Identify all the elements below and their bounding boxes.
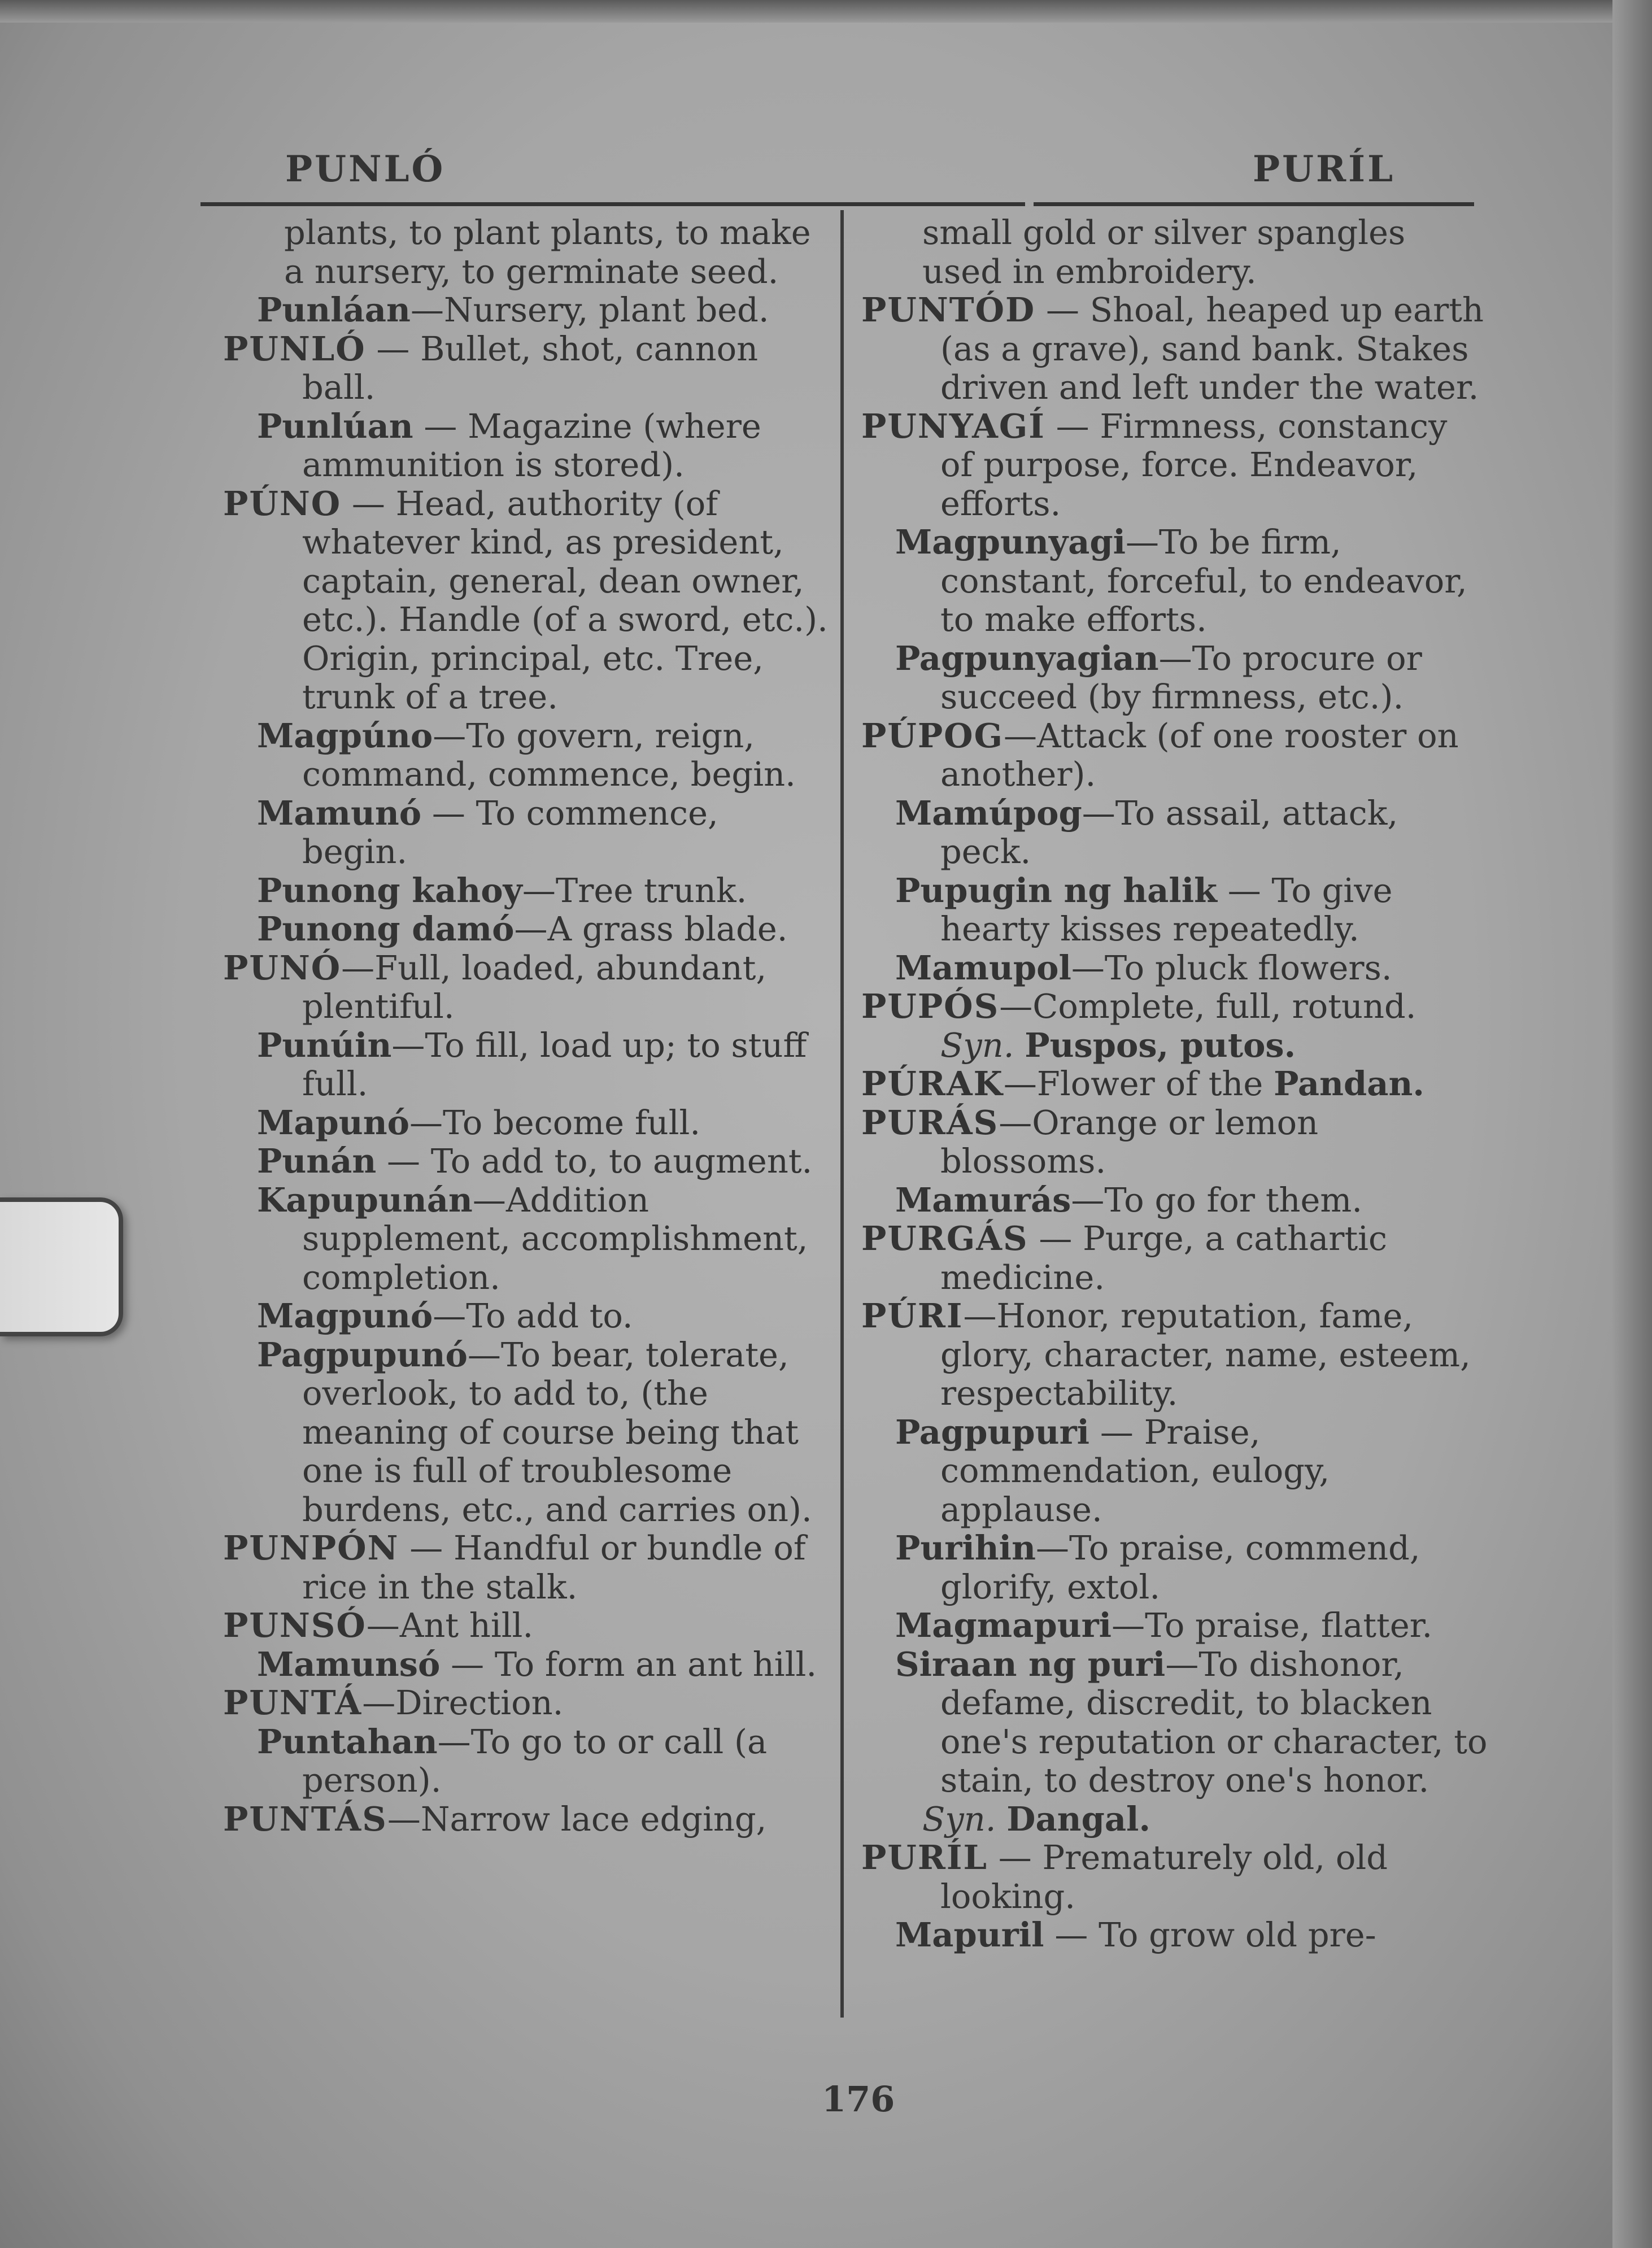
subentry-text: —To be firm, constant, forceful, to endeavor, to make efforts. xyxy=(940,522,1467,639)
headword: PÚRI xyxy=(861,1296,964,1335)
entry xyxy=(223,330,833,407)
column-divider xyxy=(840,210,844,2018)
definition: — Head, authority (of whatever kind, as president, captain, general, dean owner, etc.). Handle (of a sword, etc.). Origin, principal, etc. Tree, trunk of a tree. xyxy=(302,483,828,716)
subentry-word: Puntahan xyxy=(257,1722,438,1761)
definition: —Direction. xyxy=(362,1683,564,1722)
subentry-word: Magpunó xyxy=(257,1296,433,1335)
headword: PURGÁS xyxy=(861,1219,1028,1258)
headword: PUPÓS xyxy=(861,987,1000,1026)
subentry-word: Mapunó xyxy=(257,1103,409,1142)
headword: PUNTÁ xyxy=(223,1683,363,1722)
definition: —Narrow lace edging, xyxy=(387,1799,767,1839)
subentry-text: —To govern, reign, command, commence, begin. xyxy=(302,716,796,794)
subentry xyxy=(223,1645,833,1684)
entry xyxy=(861,291,1488,407)
headword: PUNTÓD xyxy=(861,290,1036,329)
entry xyxy=(861,1219,1488,1297)
subentry-word: Punláan xyxy=(257,290,411,329)
entry-continuation: plants, to plant plants, to make a nursery, to germinate seed. xyxy=(284,213,811,291)
definition: — Purge, a cathartic medicine. xyxy=(940,1219,1388,1297)
subentry xyxy=(223,407,833,485)
subentry-word: Magpúno xyxy=(257,716,433,755)
entry xyxy=(861,1065,1488,1104)
entry xyxy=(861,1839,1488,1916)
right-column xyxy=(861,214,1488,1955)
subentry-text: — To give hearty kisses repeatedly. xyxy=(940,870,1393,948)
page-number: 176 xyxy=(822,2079,895,2120)
subentry xyxy=(223,794,833,872)
synonym-label: Syn. xyxy=(940,1025,1014,1065)
entry xyxy=(223,1800,833,1839)
headword: PURÍL xyxy=(861,1838,988,1877)
subentry xyxy=(223,872,833,910)
subentry-word: Mamunsó xyxy=(257,1644,441,1684)
synonym-label: Syn. xyxy=(922,1799,996,1839)
subentry-word: Punúin xyxy=(257,1025,392,1065)
subentry-text: —To fill, load up; to stuff full. xyxy=(302,1025,807,1103)
subentry xyxy=(223,1026,833,1104)
subentry xyxy=(861,794,1488,872)
subentry-text: —A grass blade. xyxy=(514,909,788,948)
entry xyxy=(861,1297,1488,1413)
entry xyxy=(223,485,833,717)
subentry xyxy=(861,1529,1488,1606)
entry-continuation: small gold or silver spangles used in embroidery. xyxy=(922,213,1406,291)
definition: —Honor, reputation, fame, glory, character, name, esteem, respectability. xyxy=(940,1296,1471,1413)
subentry-word: Mamúpog xyxy=(895,793,1082,833)
subentry xyxy=(223,1181,833,1297)
subentry-word: Pagpupuri xyxy=(895,1412,1090,1452)
subentry-word: Punlúan xyxy=(257,406,413,446)
entry xyxy=(861,1104,1488,1181)
subentry-word: Mapuril xyxy=(895,1915,1044,1954)
subentry-word: Pagpunyagian xyxy=(895,638,1159,678)
subentry xyxy=(861,1916,1488,1955)
subentry-word: Pupugin ng halik xyxy=(895,870,1218,910)
running-head-right: PURÍL xyxy=(1253,148,1396,190)
subentry-word: Magpunyagi xyxy=(895,522,1126,561)
definition: —Orange or lemon blossoms. xyxy=(940,1103,1319,1180)
definition: — Firmness, constancy of purpose, force. Endeavor, efforts. xyxy=(940,406,1448,523)
subentry-text: —To assail, attack, peck. xyxy=(940,793,1398,871)
subentry-word: Mamupol xyxy=(895,948,1071,987)
left-column xyxy=(223,214,833,1839)
subentry xyxy=(861,1413,1488,1530)
synonym-words: Dangal. xyxy=(1006,1799,1151,1839)
subentry xyxy=(223,1104,833,1143)
definition-bold-word: Pandan. xyxy=(1274,1064,1424,1103)
subentry-word: Magmapuri xyxy=(895,1606,1112,1645)
subentry xyxy=(223,1723,833,1800)
subentry-text: — To grow old pre- xyxy=(1044,1915,1376,1954)
subentry-text: —To dishonor, defame, discredit, to blacken one's reputation or character, to stain, to destroy one's honor. xyxy=(940,1644,1488,1800)
synonym-line xyxy=(861,1800,1488,1839)
subentry-text: —To bear, tolerate, overlook, to add to, (the meaning of course being that one is full of troublesome burdens, etc., and carries on). xyxy=(302,1335,812,1529)
definition: — Handful or bundle of rice in the stalk. xyxy=(302,1528,806,1606)
entry xyxy=(861,407,1488,524)
subentry xyxy=(223,1297,833,1336)
entry xyxy=(223,1529,833,1606)
subentry xyxy=(223,1142,833,1181)
header-rule xyxy=(1034,202,1474,206)
headword: PÚPOG xyxy=(861,716,1004,755)
subentry-word: Purihin xyxy=(895,1528,1036,1567)
definition: — Prematurely old, old looking. xyxy=(940,1838,1388,1916)
subentry xyxy=(861,872,1488,949)
definition: —Ant hill. xyxy=(366,1606,534,1645)
subentry-text: — Magazine (where ammunition is stored). xyxy=(302,406,761,484)
running-head-left: PUNLÓ xyxy=(285,148,446,190)
subentry-text: —To pluck flowers. xyxy=(1071,948,1392,987)
headword: PUNPÓN xyxy=(223,1528,399,1567)
definition: —Flower of the xyxy=(1003,1064,1274,1103)
subentry-text: —To add to. xyxy=(433,1296,633,1335)
headword: PUNÓ xyxy=(223,948,342,987)
definition: —Full, loaded, abundant, plentiful. xyxy=(302,948,767,1026)
headword: PUNSÓ xyxy=(223,1606,367,1645)
subentry-text: —To procure or succeed (by firmness, etc.). xyxy=(940,638,1422,716)
subentry-text: —To praise, flatter. xyxy=(1111,1606,1433,1645)
subentry-text: —Addition supplement, accomplishment, completion. xyxy=(302,1180,808,1297)
bookmark-tab xyxy=(0,1197,123,1336)
subentry-text: — To form an ant hill. xyxy=(440,1644,817,1684)
subentry-text: — Praise, commendation, eulogy, applause. xyxy=(940,1412,1330,1529)
subentry-word: Kapupunán xyxy=(257,1180,473,1219)
subentry-word: Mamunó xyxy=(257,793,422,833)
subentry-text: —To praise, commend, glorify, extol. xyxy=(940,1528,1420,1606)
subentry xyxy=(223,1336,833,1530)
subentry-text: —To go for them. xyxy=(1071,1180,1363,1219)
subentry xyxy=(861,639,1488,717)
headword: PUNYAGÍ xyxy=(861,406,1045,446)
definition: —Attack (of one rooster on another). xyxy=(940,716,1459,794)
subentry-word: Siraan ng puri xyxy=(895,1644,1166,1684)
entry xyxy=(223,1684,833,1723)
headword: PUNLÓ xyxy=(223,329,366,368)
subentry-word: Punong kahoy xyxy=(257,870,522,910)
subentry-text: — To add to, to augment. xyxy=(376,1142,813,1180)
subentry-word: Pagpupunó xyxy=(257,1335,468,1374)
subentry-word: Punong damó xyxy=(257,909,515,948)
subentry-text: —Tree trunk. xyxy=(522,870,747,910)
headword: PUNTÁS xyxy=(223,1799,387,1839)
definition: —Complete, full, rotund. xyxy=(999,987,1416,1026)
subentry-text: — To commence, begin. xyxy=(302,793,718,871)
subentry-word: Punán xyxy=(257,1142,377,1180)
subentry xyxy=(861,1181,1488,1220)
subentry-text: —Nursery, plant bed. xyxy=(410,290,769,329)
page-top-shadow xyxy=(0,0,1652,23)
headword: PÚRAK xyxy=(861,1064,1004,1103)
subentry-text: —To become full. xyxy=(409,1103,701,1142)
subentry xyxy=(861,1645,1488,1800)
entry xyxy=(223,949,833,1026)
headword: PURÁS xyxy=(861,1103,999,1142)
definition: — Bullet, shot, cannon ball. xyxy=(302,329,759,407)
page-edge-shadow xyxy=(1612,0,1652,2248)
synonym-words: Puspos, putos. xyxy=(1025,1025,1296,1065)
entry xyxy=(223,1606,833,1645)
subentry xyxy=(223,291,833,330)
entry xyxy=(861,987,1488,1065)
subentry-word: Mamurás xyxy=(895,1180,1071,1219)
subentry-text: —To go to or call (a person). xyxy=(302,1722,768,1800)
subentry xyxy=(223,717,833,794)
subentry xyxy=(861,523,1488,639)
definition: — Shoal, heaped up earth (as a grave), sand bank. Stakes driven and left under the water. xyxy=(940,290,1484,407)
subentry xyxy=(861,1606,1488,1645)
headword: PÚNO xyxy=(223,483,342,523)
subentry xyxy=(223,910,833,949)
entry xyxy=(861,717,1488,794)
subentry xyxy=(861,949,1488,988)
header-rule xyxy=(200,202,1025,206)
